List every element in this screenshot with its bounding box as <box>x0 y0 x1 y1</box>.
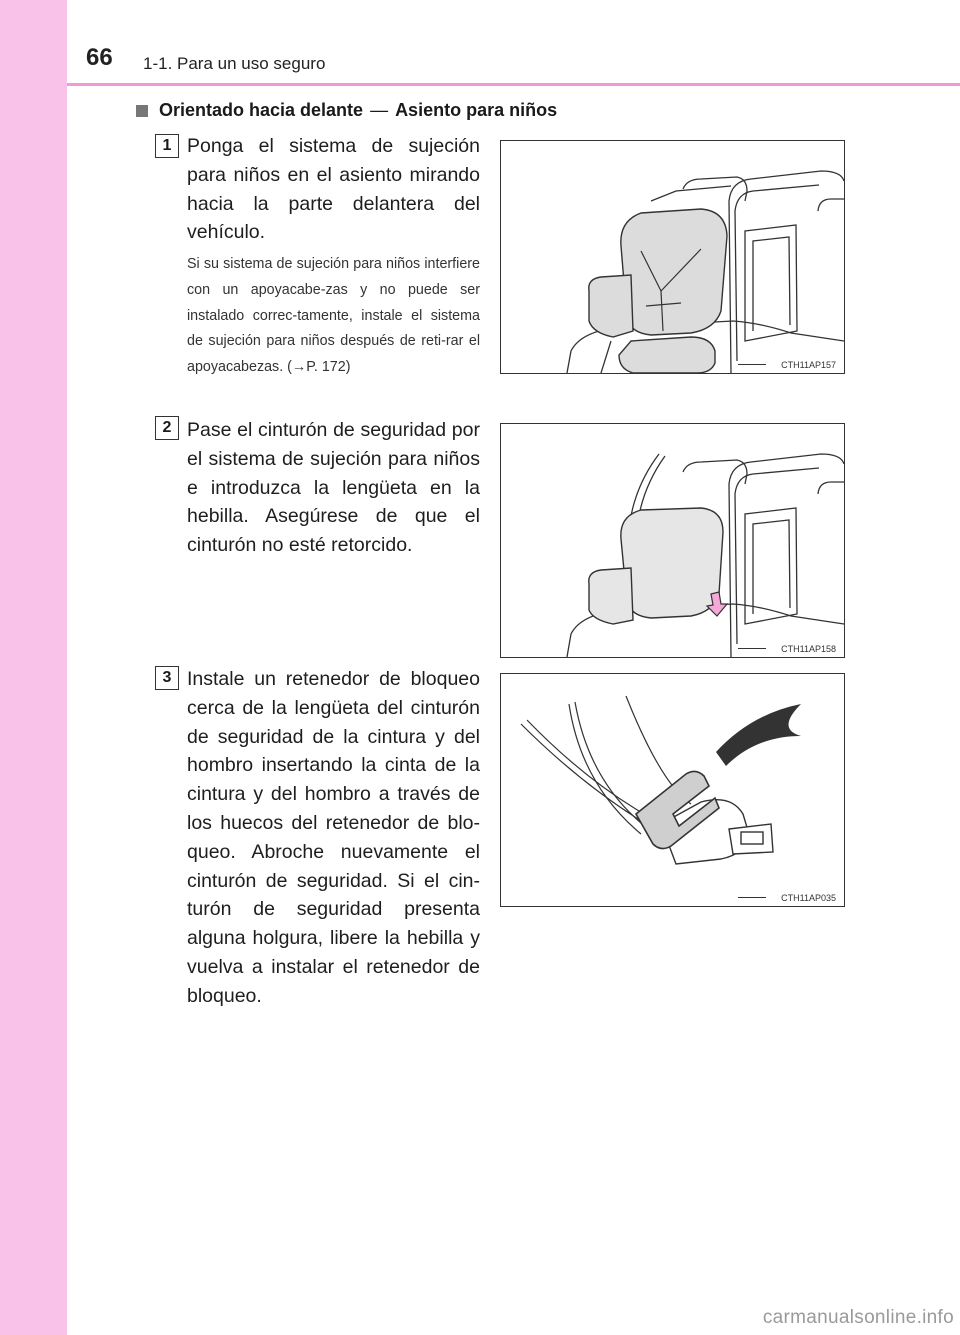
figure-locking-clip <box>500 673 845 907</box>
page-number: 66 <box>86 44 113 71</box>
step-1-text: Ponga el sistema de sujeción para niños en el asiento mirando hacia la parte delantera del vehículo. <box>187 135 480 244</box>
step-number-1: 1 <box>155 134 179 158</box>
step-2-text: Pase el cinturón de seguridad por el sistema de sujeción para niños e introduzca la lengüeta en la hebilla. Asegúrese de que el cinturón no esté retorcido. <box>187 419 480 557</box>
watermark: carmanualsonline.info <box>762 1307 954 1328</box>
figure-code-leader <box>738 897 766 898</box>
figure-child-seat-forward <box>500 140 845 374</box>
child-seat-illustration <box>501 141 844 373</box>
heading-part1: Orientado hacia delante <box>159 100 364 120</box>
header-rule <box>67 83 960 86</box>
figure-code: CTH11AP157 <box>781 360 836 370</box>
figure-code-leader <box>738 364 766 365</box>
figure-code: CTH11AP035 <box>781 893 836 903</box>
heading-part2: Asiento para niños <box>395 100 558 120</box>
figure-code: CTH11AP158 <box>781 644 836 654</box>
step-number-2: 2 <box>155 416 179 440</box>
figure-code-leader <box>738 648 766 649</box>
bullet-square-icon <box>136 105 148 117</box>
step-3-text: Instale un retenedor de bloqueo cerca de la lengüeta del cinturón de seguridad de la cintura y del hombro insertando la cinta de la cintura y del hombro a través de los huecos del retenedor de blo-queo. Abroche nuevamente el cinturón de seguridad. Si el cin-turón de seguridad presenta alguna holgura, libere la hebilla y vuelva a instalar el retenedor de bloqueo. <box>187 668 480 1007</box>
section-title: 1-1. Para un uso seguro <box>143 54 326 73</box>
belt-routing-illustration <box>501 424 844 657</box>
step-number-3: 3 <box>155 666 179 690</box>
subsection-heading <box>136 100 557 121</box>
step-1-note: Si su sistema de sujeción para niños interfiere con un apoyacabe-zas y no puede ser instalado correc-tamente, instale el sistema de sujeción para niños después de reti-rar el apoyacabezas. (→P. 172) <box>187 256 480 376</box>
side-tab-strip <box>0 0 67 1335</box>
locking-clip-illustration <box>501 674 844 906</box>
heading-dash: — <box>370 100 389 120</box>
figure-belt-through-seat <box>500 423 845 658</box>
